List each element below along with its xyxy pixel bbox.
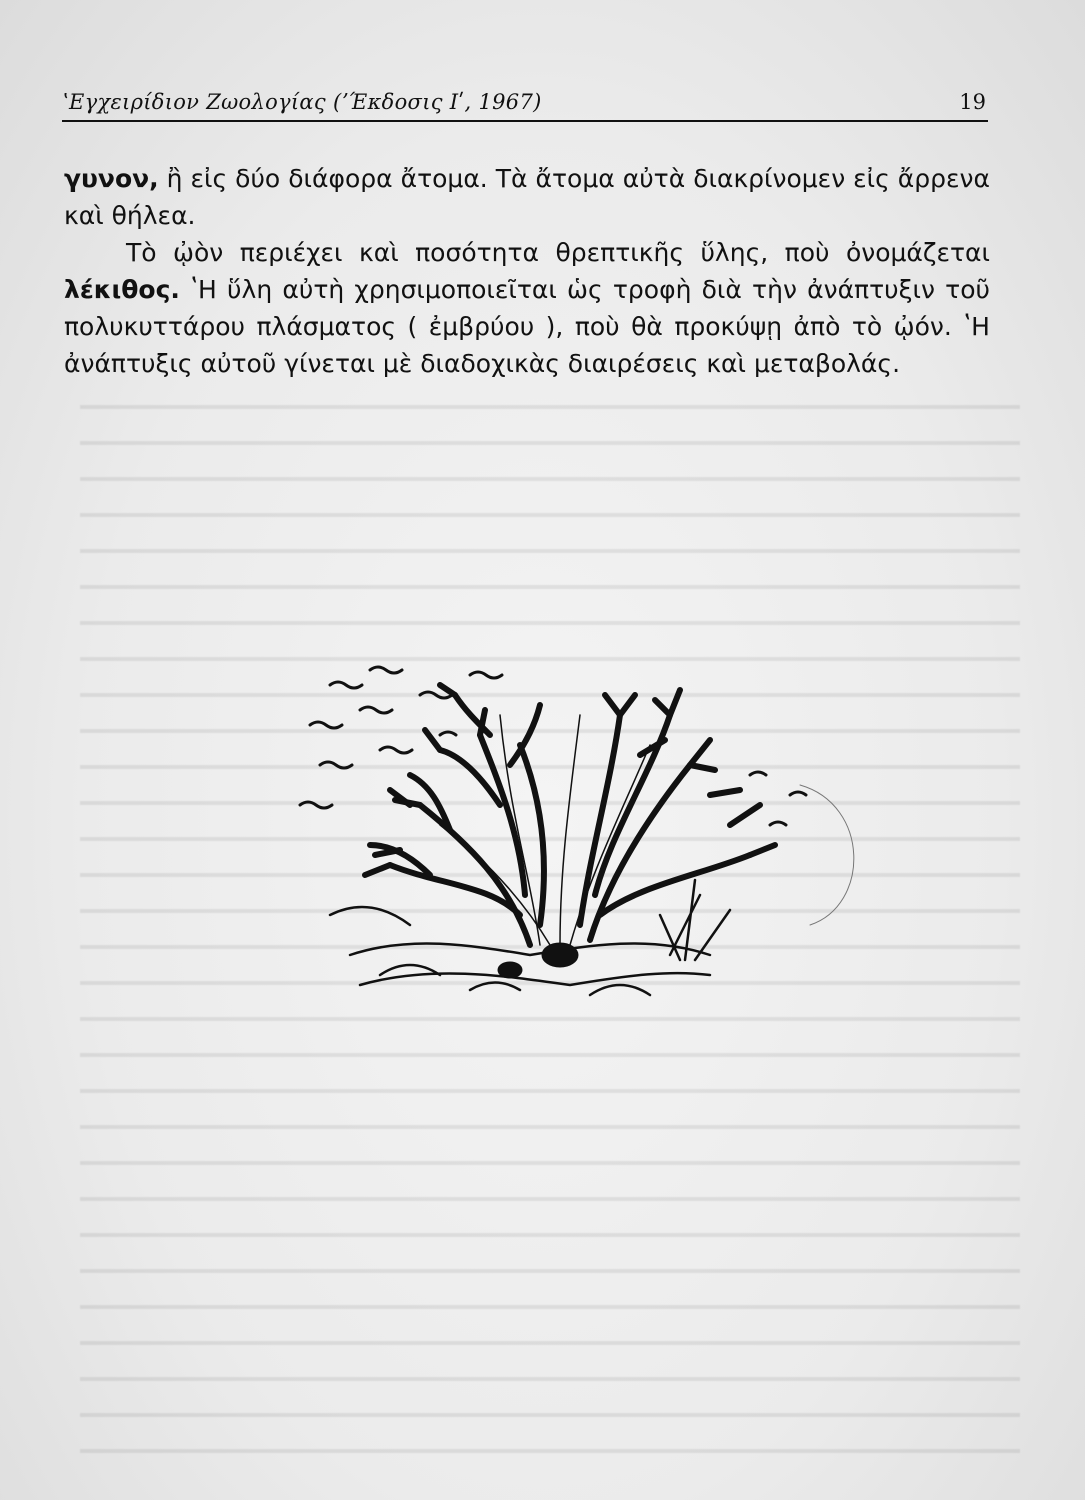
body-text [64,160,990,382]
bold-lead: γυνον, [64,164,159,193]
bold-term: λέκιθος. [64,275,180,304]
page-header [62,90,988,122]
page-number: 19 [959,90,986,114]
paragraph-1-text: ἢ εἰς δύο διάφορα ἄτομα. Τὰ ἄτομα αὐτὰ διακρίνομεν εἰς ἄρρενα καὶ θήλεα. [64,164,990,230]
paragraph-1 [64,160,990,234]
paragraph-2-text-b: ʽΗ ὕλη αὐτὴ χρησιμοποιεῖται ὡς τροφὴ διὰ τὴν ἀνάπτυξιν τοῦ πολυκυττάρου πλάσματος ( ἐμβρύου ), ποὺ θὰ προκύψῃ ἀπὸ τὸ ᾠόν. ʽΗ ἀνάπτυξις αὐτοῦ γίνεται μὲ διαδοχικὰς διαιρέσεις καὶ μεταβολάς. [64,275,990,378]
running-title: ʽΕγχειρίδιον Ζωολογίας (ʼΈκδοσις Ιʹ, 1967) [62,90,542,114]
coral-illustration-icon [290,655,890,1020]
paragraph-2-text-a: Τὸ ᾠὸν περιέχει καὶ ποσότητα θρεπτικῆς ὕλης, ποὺ ὀνομάζεται [126,238,990,267]
paragraph-2 [64,234,990,382]
